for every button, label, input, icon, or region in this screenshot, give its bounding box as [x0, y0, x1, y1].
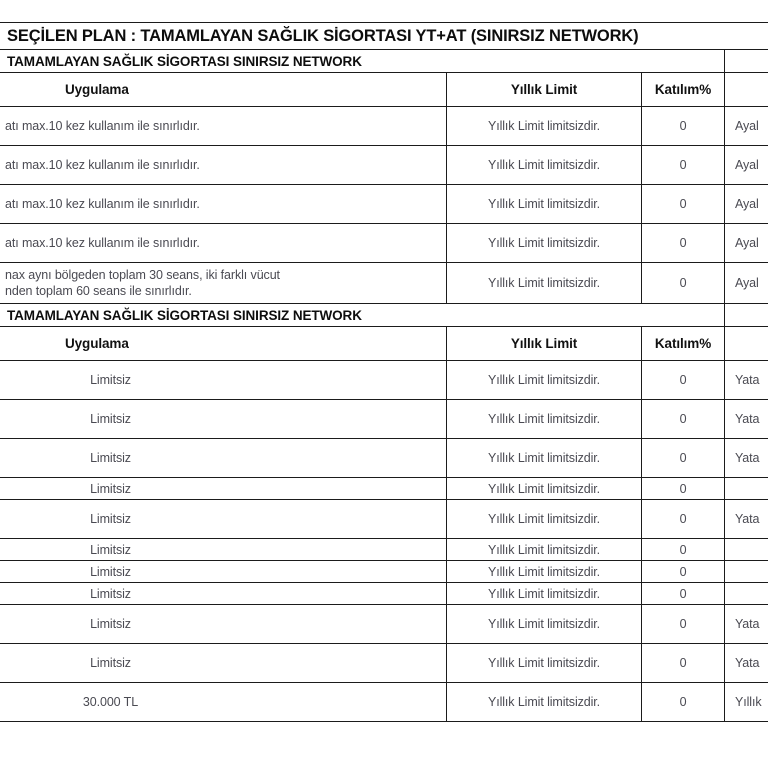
plan-title-cell [0, 23, 768, 50]
cell-yillik-limit-text: Yıllık Limit limitsizdir. [487, 236, 601, 250]
cell-yillik-limit-text: Yıllık Limit limitsizdir. [487, 412, 601, 426]
table-row [0, 561, 768, 583]
section-band-1-text: TAMAMLAYAN SAĞLIK SİGORTASI SINIRSIZ NETWORK [7, 53, 362, 69]
table-row [0, 583, 768, 605]
cell-katilim [642, 361, 725, 400]
column-header-katilim-2 [642, 327, 725, 361]
cell-son [725, 107, 768, 146]
section-band-1-spacer [725, 50, 768, 73]
cell-katilim-text: 0 [679, 512, 687, 526]
table-row [0, 263, 768, 304]
cell-yillik-limit [447, 644, 642, 683]
cell-uygulama [0, 683, 447, 722]
cell-son [725, 539, 768, 561]
cell-uygulama [0, 478, 447, 500]
cell-yillik-limit [447, 683, 642, 722]
cell-son [725, 478, 768, 500]
cell-katilim [642, 185, 725, 224]
cell-uygulama-text: atı max.10 kez kullanım ile sınırlıdır. [5, 119, 200, 133]
cell-yillik-limit-text: Yıllık Limit limitsizdir. [487, 656, 601, 670]
cell-yillik-limit-text: Yıllık Limit limitsizdir. [487, 586, 601, 601]
cell-yillik-limit-text: Yıllık Limit limitsizdir. [487, 373, 601, 387]
cell-uygulama [0, 500, 447, 539]
cell-son [725, 561, 768, 583]
column-header-katilim-1 [642, 73, 725, 107]
cell-katilim [642, 683, 725, 722]
cell-son-text: Ayal [735, 236, 759, 250]
cell-katilim [642, 224, 725, 263]
coverage-table [0, 22, 768, 722]
column-header-yillik-limit-label-1: Yıllık Limit [510, 82, 578, 97]
cell-yillik-limit-text: Yıllık Limit limitsizdir. [487, 695, 601, 709]
cell-son [725, 500, 768, 539]
cell-katilim [642, 561, 725, 583]
cell-katilim-text: 0 [679, 276, 687, 290]
cell-son [725, 583, 768, 605]
cell-katilim-text: 0 [679, 586, 687, 601]
cell-yillik-limit [447, 500, 642, 539]
column-header-uygulama-label-1: Uygulama [65, 82, 129, 97]
cell-yillik-limit-text: Yıllık Limit limitsizdir. [487, 197, 601, 211]
cell-uygulama [0, 644, 447, 683]
section-band-1 [0, 50, 768, 73]
cell-yillik-limit-text: Yıllık Limit limitsizdir. [487, 119, 601, 133]
cell-son [725, 361, 768, 400]
plan-title-text: SEÇİLEN PLAN : TAMAMLAYAN SAĞLIK SİGORTASI YT+AT (SINIRSIZ NETWORK) [7, 27, 639, 45]
cell-uygulama-text: nax aynı bölgeden toplam 30 seans, iki farklı vücut [5, 268, 280, 282]
cell-katilim [642, 146, 725, 185]
cell-uygulama-text: Limitsiz [90, 542, 131, 557]
cell-yillik-limit [447, 583, 642, 605]
cell-katilim [642, 644, 725, 683]
cell-uygulama-text: Limitsiz [90, 412, 131, 426]
cell-katilim-text: 0 [679, 197, 687, 211]
cell-son-text: Yata [735, 656, 760, 670]
insurance-plan-document [0, 22, 768, 722]
table-row [0, 478, 768, 500]
cell-son [725, 439, 768, 478]
table-row [0, 361, 768, 400]
plan-title-row [0, 23, 768, 50]
cell-uygulama [0, 400, 447, 439]
cell-yillik-limit [447, 224, 642, 263]
cell-uygulama [0, 185, 447, 224]
table-row [0, 439, 768, 478]
cell-yillik-limit [447, 605, 642, 644]
cell-katilim [642, 439, 725, 478]
table-row [0, 146, 768, 185]
column-header-row-1 [0, 73, 768, 107]
cell-katilim [642, 605, 725, 644]
cell-son [725, 263, 768, 304]
cell-yillik-limit [447, 439, 642, 478]
cell-yillik-limit-text: Yıllık Limit limitsizdir. [487, 276, 601, 290]
column-header-uygulama-label-2: Uygulama [65, 336, 129, 351]
cell-uygulama-text: atı max.10 kez kullanım ile sınırlıdır. [5, 236, 200, 250]
cell-katilim [642, 107, 725, 146]
table-row [0, 107, 768, 146]
cell-uygulama-text: Limitsiz [90, 451, 131, 465]
cell-uygulama-text: Limitsiz [90, 564, 131, 579]
cell-uygulama [0, 107, 447, 146]
cell-uygulama [0, 583, 447, 605]
table-row [0, 185, 768, 224]
cell-yillik-limit [447, 361, 642, 400]
cell-katilim [642, 478, 725, 500]
cell-yillik-limit [447, 539, 642, 561]
cell-uygulama-text-line2: nden toplam 60 seans ile sınırlıdır. [5, 284, 192, 298]
column-header-row-2 [0, 327, 768, 361]
cell-katilim-text: 0 [679, 373, 687, 387]
cell-son-text: Ayal [735, 158, 759, 172]
section-band-2-text: TAMAMLAYAN SAĞLIK SİGORTASI SINIRSIZ NETWORK [7, 307, 362, 323]
table-row [0, 644, 768, 683]
cell-son-text: Yata [735, 451, 760, 465]
cell-katilim-text: 0 [679, 158, 687, 172]
cell-yillik-limit [447, 478, 642, 500]
column-header-katilim-label-1: Katılım% [654, 82, 712, 97]
cell-katilim [642, 400, 725, 439]
cell-yillik-limit [447, 107, 642, 146]
cell-yillik-limit-text: Yıllık Limit limitsizdir. [487, 564, 601, 579]
cell-uygulama [0, 561, 447, 583]
cell-son-text: Yata [735, 512, 760, 526]
section-band-1-cell [0, 50, 725, 73]
cell-katilim-text: 0 [679, 564, 687, 579]
cell-son [725, 146, 768, 185]
column-header-yillik-limit-label-2: Yıllık Limit [510, 336, 578, 351]
column-header-uygulama-2 [0, 327, 447, 361]
table-row [0, 224, 768, 263]
cell-katilim-text: 0 [679, 236, 687, 250]
cell-uygulama [0, 361, 447, 400]
cell-uygulama [0, 263, 447, 304]
cell-katilim-text: 0 [679, 617, 687, 631]
cell-son [725, 224, 768, 263]
section-band-2 [0, 304, 768, 327]
cell-son-text: Yata [735, 373, 760, 387]
cell-katilim [642, 263, 725, 304]
cell-yillik-limit-text: Yıllık Limit limitsizdir. [487, 617, 601, 631]
cell-katilim-text: 0 [679, 542, 687, 557]
cell-yillik-limit-text: Yıllık Limit limitsizdir. [487, 481, 601, 496]
table-row [0, 400, 768, 439]
cell-katilim-text: 0 [679, 481, 687, 496]
cell-katilim-text: 0 [679, 656, 687, 670]
cell-katilim-text: 0 [679, 119, 687, 133]
cell-uygulama-text: Limitsiz [90, 656, 131, 670]
cell-katilim-text: 0 [679, 695, 687, 709]
column-header-katilim-label-2: Katılım% [654, 336, 712, 351]
cell-yillik-limit [447, 263, 642, 304]
cell-son-text: Ayal [735, 276, 759, 290]
column-header-uygulama-1 [0, 73, 447, 107]
cell-son-text: Ayal [735, 119, 759, 133]
cell-uygulama-text: Limitsiz [90, 586, 131, 601]
cell-katilim-text: 0 [679, 412, 687, 426]
cell-son-text: Yata [735, 617, 760, 631]
cell-son-text: Yata [735, 412, 760, 426]
cell-uygulama-text: Limitsiz [90, 512, 131, 526]
table-row [0, 539, 768, 561]
section-band-2-spacer [725, 304, 768, 327]
column-header-son-2 [725, 327, 768, 361]
cell-son [725, 400, 768, 439]
cell-uygulama-text: Limitsiz [90, 481, 131, 496]
cell-son [725, 185, 768, 224]
cell-uygulama-text: Limitsiz [90, 617, 131, 631]
cell-katilim [642, 539, 725, 561]
cell-uygulama-text: Limitsiz [90, 373, 131, 387]
cell-uygulama [0, 439, 447, 478]
cell-uygulama [0, 146, 447, 185]
cell-yillik-limit-text: Yıllık Limit limitsizdir. [487, 512, 601, 526]
cell-uygulama-text: atı max.10 kez kullanım ile sınırlıdır. [5, 197, 200, 211]
section-band-2-cell [0, 304, 725, 327]
cell-son [725, 605, 768, 644]
cell-yillik-limit [447, 400, 642, 439]
cell-son-text: Ayal [735, 197, 759, 211]
table-row [0, 683, 768, 722]
cell-yillik-limit [447, 146, 642, 185]
cell-son [725, 644, 768, 683]
cell-son [725, 683, 768, 722]
column-header-son-1 [725, 73, 768, 107]
cell-katilim-text: 0 [679, 451, 687, 465]
cell-uygulama-text: atı max.10 kez kullanım ile sınırlıdır. [5, 158, 200, 172]
column-header-yillik-limit-1 [447, 73, 642, 107]
cell-yillik-limit-text: Yıllık Limit limitsizdir. [487, 451, 601, 465]
cell-yillik-limit [447, 561, 642, 583]
cell-yillik-limit-text: Yıllık Limit limitsizdir. [487, 158, 601, 172]
cell-son-text: Yıllık [735, 695, 762, 709]
cell-uygulama [0, 539, 447, 561]
table-row [0, 500, 768, 539]
cell-yillik-limit [447, 185, 642, 224]
cell-katilim [642, 583, 725, 605]
cell-uygulama [0, 605, 447, 644]
cell-yillik-limit-text: Yıllık Limit limitsizdir. [487, 542, 601, 557]
cell-uygulama-text: 30.000 TL [82, 695, 139, 709]
table-row [0, 605, 768, 644]
cell-uygulama [0, 224, 447, 263]
column-header-yillik-limit-2 [447, 327, 642, 361]
cell-katilim [642, 500, 725, 539]
